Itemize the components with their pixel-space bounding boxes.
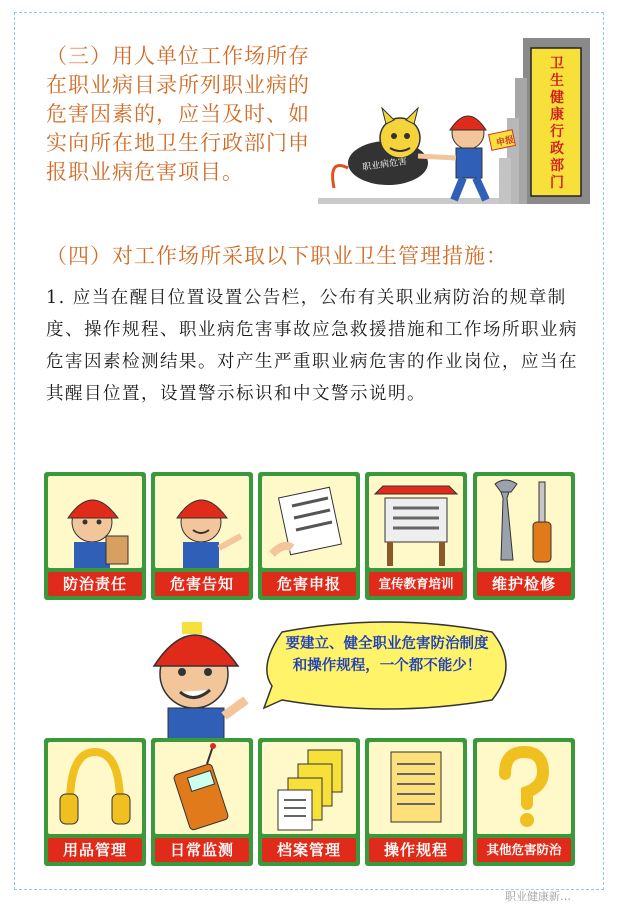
tile-other-hazards: 其他危害防治 — [473, 738, 575, 866]
procedure-sheet-icon — [369, 742, 463, 834]
tile-daily-monitoring: 日常监测 — [151, 738, 253, 866]
tile-maintenance: 维护检修 — [473, 472, 575, 600]
tile-hazard-notification: 危害告知 — [151, 472, 253, 600]
worker-clipboard-icon — [48, 476, 142, 568]
tile-hazard-reporting: 危害申报 — [258, 472, 360, 600]
watermark: 职业健康新… — [505, 890, 571, 903]
report-document-icon — [262, 476, 356, 568]
worker-pointing-icon — [155, 476, 249, 568]
section4-item1: 1. 应当在醒目位置设置公告栏，公布有关职业病防治的规章制度、操作规程、职业病危害事故应急救援措施和工作场所职业病危害因素检测结果。对产生严重职业病危害的作业岗位，应当在其醒目位置，设置警示标识和中文警示说明。 — [46, 288, 578, 404]
department-sign: 卫 生 健 康 行 政 部 门 — [550, 56, 564, 191]
detector-device-icon — [155, 742, 249, 834]
report-doc-label: 申报 — [495, 135, 516, 149]
question-mark-icon — [477, 742, 571, 834]
wrench-screwdriver-icon — [477, 476, 571, 568]
speech-bubble-text: 要建立、健全职业危害防治制度和操作规程，一个都不能少！ — [285, 636, 489, 674]
tile-operating-procedures: 操作规程 — [365, 738, 467, 866]
bulletin-board-icon — [369, 476, 463, 568]
tile-training: 宣传教育培训 — [365, 472, 467, 600]
earmuffs-icon — [48, 742, 142, 834]
tile-equipment-management: 用品管理 — [44, 738, 146, 866]
section4-heading: （四）对工作场所采取以下职业卫生管理措施： — [46, 244, 508, 268]
section3-text: （三）用人单位工作场所存在职业病目录所列职业病的危害因素的，应当及时、如实向所在地卫生行政部门申报职业病危害项目。 — [46, 44, 310, 184]
devil-label: 职业病危害 — [361, 156, 408, 174]
stacked-files-icon — [262, 742, 356, 834]
tile-records-management: 档案管理 — [258, 738, 360, 866]
tile-prevention-responsibility: 防治责任 — [44, 472, 146, 600]
mascot-worker — [128, 600, 268, 740]
